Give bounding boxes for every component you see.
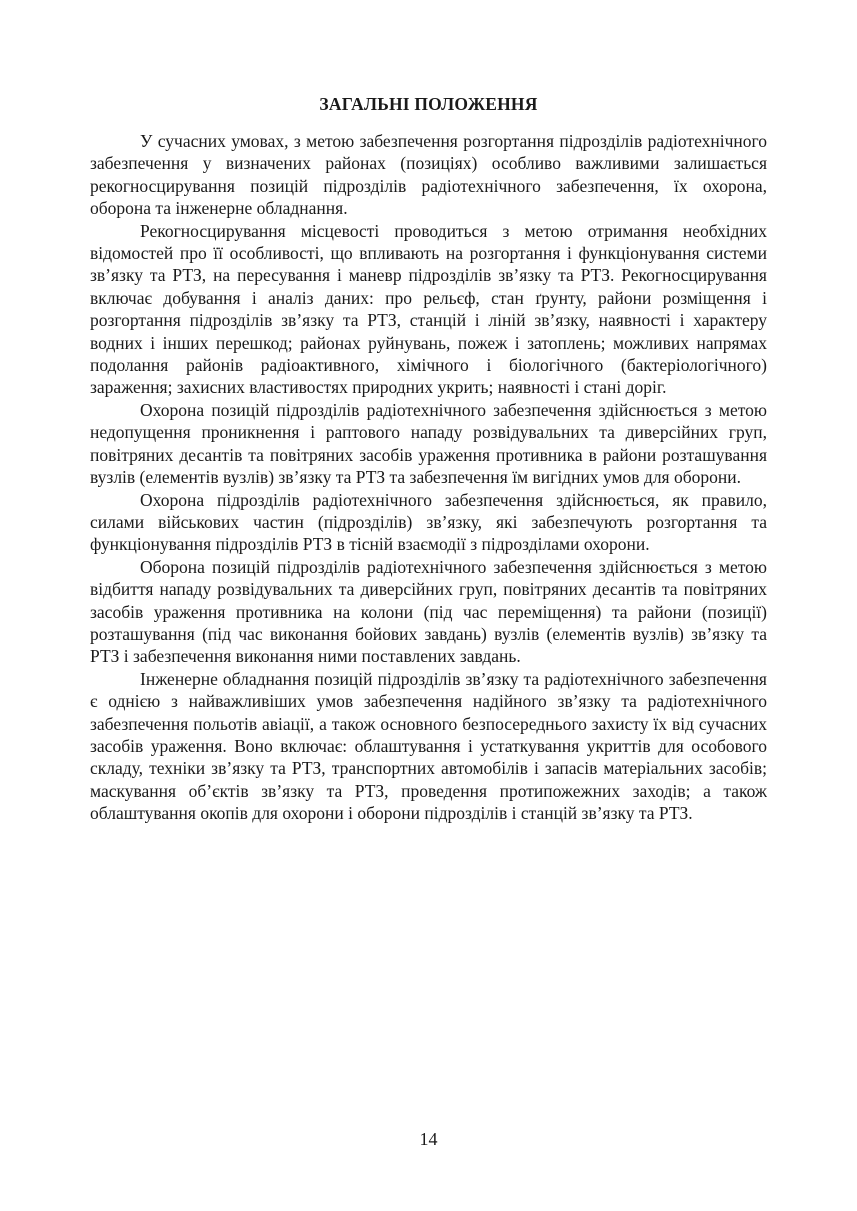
paragraph-position-guard: Охорона позицій підрозділів радіотехнічного забезпечення здійснюється з метою недопущення проникнення і раптового нападу розвідувальних та диверсійних груп, повітряних десантів та повітряних засобів ураження противника в райони розташування вузлів (елементів вузлів) зв’язку та РТЗ та забезпечення їм вигідних умов для оборони. (90, 399, 767, 488)
paragraph-intro: У сучасних умовах, з метою забезпечення розгортання підрозділів радіотехнічного забезпечення у визначених районах (позиціях) особливо важливими залишається рекогносцирування позицій підрозділів радіотехнічного забезпечення, їх охорона, оборона та інженерне обладнання. (90, 131, 767, 219)
paragraph-unit-guard: Охорона підрозділів радіотехнічного забезпечення здійснюється, як правило, силами військових частин (підрозділів) зв’язку, які забезпечують розгортання та функціонування підрозділів РТЗ в тісній взаємодії з підрозділами охорони. (90, 489, 767, 555)
paragraph-defense: Оборона позицій підрозділів радіотехнічного забезпечення здійснюється з метою відбиття нападу розвідувальних та диверсійних груп, повітряних десантів та повітряних засобів ураження противника на колони (під час переміщення) та райони (позиції) розташування (під час виконання бойових завдань) вузлів (елементів вузлів) зв’язку та РТЗ і забезпечення виконання ними поставлених завдань. (90, 556, 767, 667)
paragraph-engineering: Інженерне обладнання позицій підрозділів зв’язку та радіотехнічного забезпечення є однією з найважливіших умов забезпечення надійного зв’язку та радіотехнічного забезпечення польотів авіації, а також основного безпосереднього захисту їх від сучасних засобів ураження. Воно включає: облаштування і устаткування укриттів для особового складу, техніки зв’язку та РТЗ, транспортних автомобілів і запасів матеріальних засобів; маскування об’єктів зв’язку та РТЗ, проведення протипожежних заходів; а також облаштування окопів для охорони і оборони підрозділів і станцій зв’язку та РТЗ. (90, 668, 767, 824)
page-content (90, 92, 767, 825)
section-title: ЗАГАЛЬНІ ПОЛОЖЕННЯ (319, 94, 538, 114)
page-number: 14 (419, 1129, 438, 1149)
paragraph-reconnaissance: Рекогносцирування місцевості проводиться з метою отримання необхідних відомостей про її особливості, що впливають на розгортання і функціонування системи зв’язку та РТЗ, на пересування і маневр підрозділів зв’язку та РТЗ. Рекогносцирування включає добування і аналіз даних: про рельєф, стан ґрунту, райони розміщення і розгортання підрозділів зв’язку та РТЗ, станцій і ліній зв’язку, наявності і характеру водних і інших перешкод; районах руйнувань, пожеж і затоплень; можливих напрямах подолання районів радіоактивного, хімічного і біологічного (бактеріологічного) зараження; захисних властивостях природних укрить; наявності і стані доріг. (90, 220, 767, 398)
